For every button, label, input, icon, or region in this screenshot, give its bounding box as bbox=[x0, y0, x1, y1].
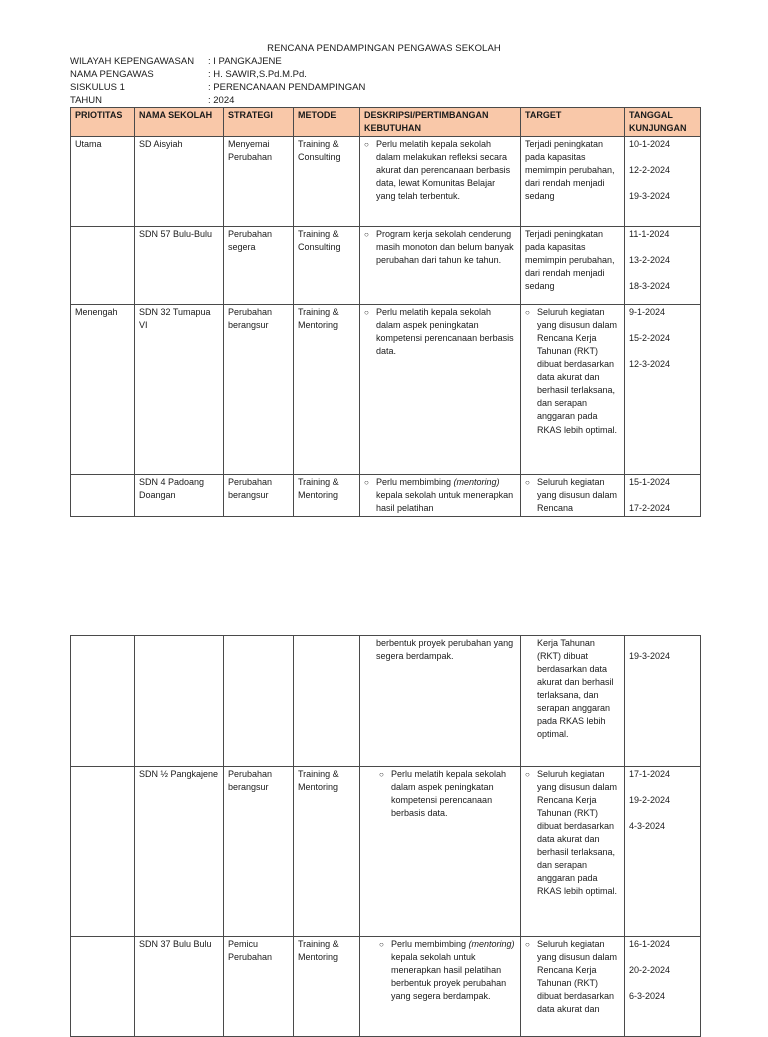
table-row bbox=[71, 767, 701, 937]
cell-deskripsi bbox=[360, 305, 521, 475]
cell-target bbox=[521, 937, 625, 1037]
header-metode: METODE bbox=[294, 108, 360, 137]
cell-target: Terjadi peningkatan pada kapasitas memimpin perubahan, dari rendah menjadi sedang bbox=[521, 137, 625, 227]
meta-value: : 2024 bbox=[208, 95, 235, 106]
visit-date: 9-1-2024 bbox=[629, 307, 666, 318]
cell-tanggal bbox=[625, 475, 701, 517]
cell-strategi bbox=[224, 636, 294, 767]
deskripsi-text: Perlu melatih kepala sekolah dalam aspek peningkatan kompetensi perencanaan berbasis data. bbox=[376, 307, 514, 357]
cell-target bbox=[521, 636, 625, 767]
cell-tanggal bbox=[625, 305, 701, 475]
visit-date: 17-2-2024 bbox=[629, 503, 671, 514]
cell-prioritas bbox=[71, 767, 135, 937]
target-text: Seluruh kegiatan yang disusun dalam Rencana bbox=[537, 477, 618, 514]
table-row bbox=[71, 227, 701, 305]
cell-strategi: Perubahan berangsur bbox=[224, 305, 294, 475]
cell-prioritas bbox=[71, 227, 135, 305]
meta-label: NAMA PENGAWAS bbox=[70, 69, 154, 80]
meta-value: : H. SAWIR,S.Pd.M.Pd. bbox=[208, 69, 307, 80]
visit-date: 19-2-2024 bbox=[629, 795, 671, 806]
cell-deskripsi bbox=[360, 636, 521, 767]
table-row bbox=[71, 137, 701, 227]
cell-prioritas: Utama bbox=[71, 137, 135, 227]
header-nama-sekolah: NAMA SEKOLAH bbox=[135, 108, 224, 137]
cell-deskripsi bbox=[360, 767, 521, 937]
bullet-circle-icon: ○ bbox=[364, 478, 369, 488]
cell-tanggal bbox=[625, 767, 701, 937]
visit-date: 15-2-2024 bbox=[629, 333, 671, 344]
header-target: TARGET bbox=[521, 108, 625, 137]
visit-date: 20-2-2024 bbox=[629, 965, 671, 976]
visit-date: 13-2-2024 bbox=[629, 255, 671, 266]
meta-row-wilayah bbox=[70, 55, 365, 68]
table-header-row bbox=[71, 108, 701, 137]
cell-strategi: Perubahan berangsur bbox=[224, 475, 294, 517]
target-text: Seluruh kegiatan yang disusun dalam Rencana Kerja Tahunan (RKT) dibuat berdasarkan data akurat dan berhasil terlaksana, dan serapan anggaran pada RKAS lebih optimal. bbox=[537, 769, 618, 897]
header-strategi: STRATEGI bbox=[224, 108, 294, 137]
meta-value: : PERENCANAAN PENDAMPINGAN bbox=[208, 82, 366, 93]
cell-tanggal bbox=[625, 937, 701, 1037]
visit-date: 17-1-2024 bbox=[629, 769, 671, 779]
bullet-circle-icon: ○ bbox=[364, 140, 369, 150]
header-deskripsi: DESKRIPSI/PERTIMBANGAN KEBUTUHAN bbox=[360, 108, 521, 137]
meta-row-siklus bbox=[70, 81, 365, 94]
cell-target bbox=[521, 767, 625, 937]
visit-date: 12-3-2024 bbox=[629, 359, 671, 370]
target-text: Seluruh kegiatan yang disusun dalam Rencana Kerja Tahunan (RKT) dibuat berdasarkan data akurat dan berhasil terlaksana, dan serapan anggaran pada RKAS lebih optimal. bbox=[537, 307, 618, 435]
cell-metode bbox=[294, 636, 360, 767]
table-row bbox=[71, 937, 701, 1037]
visit-date: 19-3-2024 bbox=[629, 191, 671, 202]
cell-metode: Training & Mentoring bbox=[294, 305, 360, 475]
cell-target bbox=[521, 305, 625, 475]
cell-sekolah: SDN 32 Tumapua VI bbox=[135, 305, 224, 475]
bullet-circle-icon: ○ bbox=[525, 940, 530, 949]
cell-deskripsi bbox=[360, 475, 521, 517]
meta-label: WILAYAH KEPENGAWASAN bbox=[70, 56, 195, 67]
cell-strategi: Perubahan segera bbox=[224, 227, 294, 305]
header-tanggal: TANGGAL KUNJUNGAN bbox=[625, 108, 701, 137]
deskripsi-text: Program kerja sekolah cenderung masih monoton dan belum banyak perubahan dari tahun ke tahun. bbox=[376, 229, 514, 266]
cell-metode: Training & Mentoring bbox=[294, 937, 360, 1037]
table-row bbox=[71, 305, 701, 475]
visit-date: 15-1-2024 bbox=[629, 477, 671, 488]
bullet-circle-icon: ○ bbox=[525, 478, 530, 488]
meta-row-pengawas bbox=[70, 68, 365, 81]
cell-strategi: Pemicu Perubahan bbox=[224, 937, 294, 1037]
cell-metode: Training & Mentoring bbox=[294, 475, 360, 517]
deskripsi-text: Perlu melatih kepala sekolah dalam aspek peningkatan kompetensi perencanaan berbasis data. bbox=[391, 769, 507, 819]
cell-prioritas bbox=[71, 937, 135, 1037]
visit-date: 6-3-2024 bbox=[629, 991, 666, 1002]
visit-date: 4-3-2024 bbox=[629, 821, 666, 832]
cell-tanggal bbox=[625, 137, 701, 227]
cell-target: Terjadi peningkatan pada kapasitas memimpin perubahan, dari rendah menjadi sedang bbox=[521, 227, 625, 305]
cell-sekolah: SDN 4 Padoang Doangan bbox=[135, 475, 224, 517]
cell-strategi: Menyemai Perubahan bbox=[224, 137, 294, 227]
deskripsi-text: berbentuk proyek perubahan yang segera berdampak. bbox=[376, 638, 514, 662]
bullet-circle-icon: ○ bbox=[364, 230, 369, 240]
visit-date: 18-3-2024 bbox=[629, 281, 671, 292]
table-row bbox=[71, 475, 701, 517]
cell-tanggal bbox=[625, 227, 701, 305]
cell-tanggal bbox=[625, 636, 701, 767]
meta-row-tahun bbox=[70, 94, 365, 107]
visit-date: 19-3-2024 bbox=[629, 651, 671, 661]
cell-metode: Training & Consulting bbox=[294, 137, 360, 227]
target-text: Kerja Tahunan (RKT) dibuat berdasarkan data akurat dan berhasil terlaksana, dan serapan anggaran pada RKAS lebih optimal. bbox=[537, 638, 614, 740]
cell-deskripsi bbox=[360, 137, 521, 227]
meta-value: : I PANGKAJENE bbox=[208, 56, 282, 67]
deskripsi-text: Perlu membimbing (mentoring) kepala sekolah untuk menerapkan hasil pelatihan bbox=[376, 477, 514, 514]
cell-prioritas: Menengah bbox=[71, 305, 135, 475]
cell-metode: Training & Consulting bbox=[294, 227, 360, 305]
cell-sekolah: SDN ½ Pangkajene bbox=[135, 767, 224, 937]
plan-table-page-2 bbox=[70, 635, 701, 1037]
bullet-circle-icon: ○ bbox=[379, 770, 384, 779]
deskripsi-emphasis: (mentoring) bbox=[453, 477, 500, 488]
visit-date: 10-1-2024 bbox=[629, 139, 671, 150]
cell-deskripsi bbox=[360, 227, 521, 305]
cell-sekolah: SD Aisyiah bbox=[135, 137, 224, 227]
visit-date: 16-1-2024 bbox=[629, 939, 671, 949]
cell-strategi: Perubahan berangsur bbox=[224, 767, 294, 937]
cell-metode: Training & Mentoring bbox=[294, 767, 360, 937]
cell-prioritas bbox=[71, 475, 135, 517]
cell-sekolah: SDN 57 Bulu-Bulu bbox=[135, 227, 224, 305]
target-text: Seluruh kegiatan yang disusun dalam Rencana Kerja Tahunan (RKT) dibuat berdasarkan data akurat dan bbox=[537, 939, 618, 1015]
cell-prioritas bbox=[71, 636, 135, 767]
document-meta bbox=[70, 55, 365, 107]
bullet-circle-icon: ○ bbox=[525, 770, 530, 779]
visit-date: 12-2-2024 bbox=[629, 165, 671, 176]
deskripsi-text: Perlu membimbing (mentoring) kepala sekolah untuk menerapkan hasil pelatihan berbentuk proyek perubahan yang segera berdampak. bbox=[391, 939, 515, 1002]
meta-label: SISKULUS 1 bbox=[70, 82, 125, 93]
bullet-circle-icon: ○ bbox=[364, 308, 369, 318]
deskripsi-emphasis: (mentoring) bbox=[468, 939, 515, 949]
plan-table-page-1 bbox=[70, 107, 701, 517]
deskripsi-text: Perlu melatih kepala sekolah dalam melakukan refleksi secara akurat dan perencanaan berbasis data, lewat Komunitas Belajar yang telah terbentuk. bbox=[376, 139, 511, 202]
cell-deskripsi bbox=[360, 937, 521, 1037]
cell-target bbox=[521, 475, 625, 517]
bullet-circle-icon: ○ bbox=[379, 940, 384, 949]
meta-label: TAHUN bbox=[70, 95, 103, 106]
table-row bbox=[71, 636, 701, 767]
document-title: RENCANA PENDAMPINGAN PENGAWAS SEKOLAH bbox=[267, 43, 501, 54]
cell-sekolah bbox=[135, 636, 224, 767]
bullet-circle-icon: ○ bbox=[525, 308, 530, 318]
header-prioritas: PRIOTITAS bbox=[71, 108, 135, 137]
visit-date: 11-1-2024 bbox=[629, 229, 670, 240]
cell-sekolah: SDN 37 Bulu Bulu bbox=[135, 937, 224, 1037]
